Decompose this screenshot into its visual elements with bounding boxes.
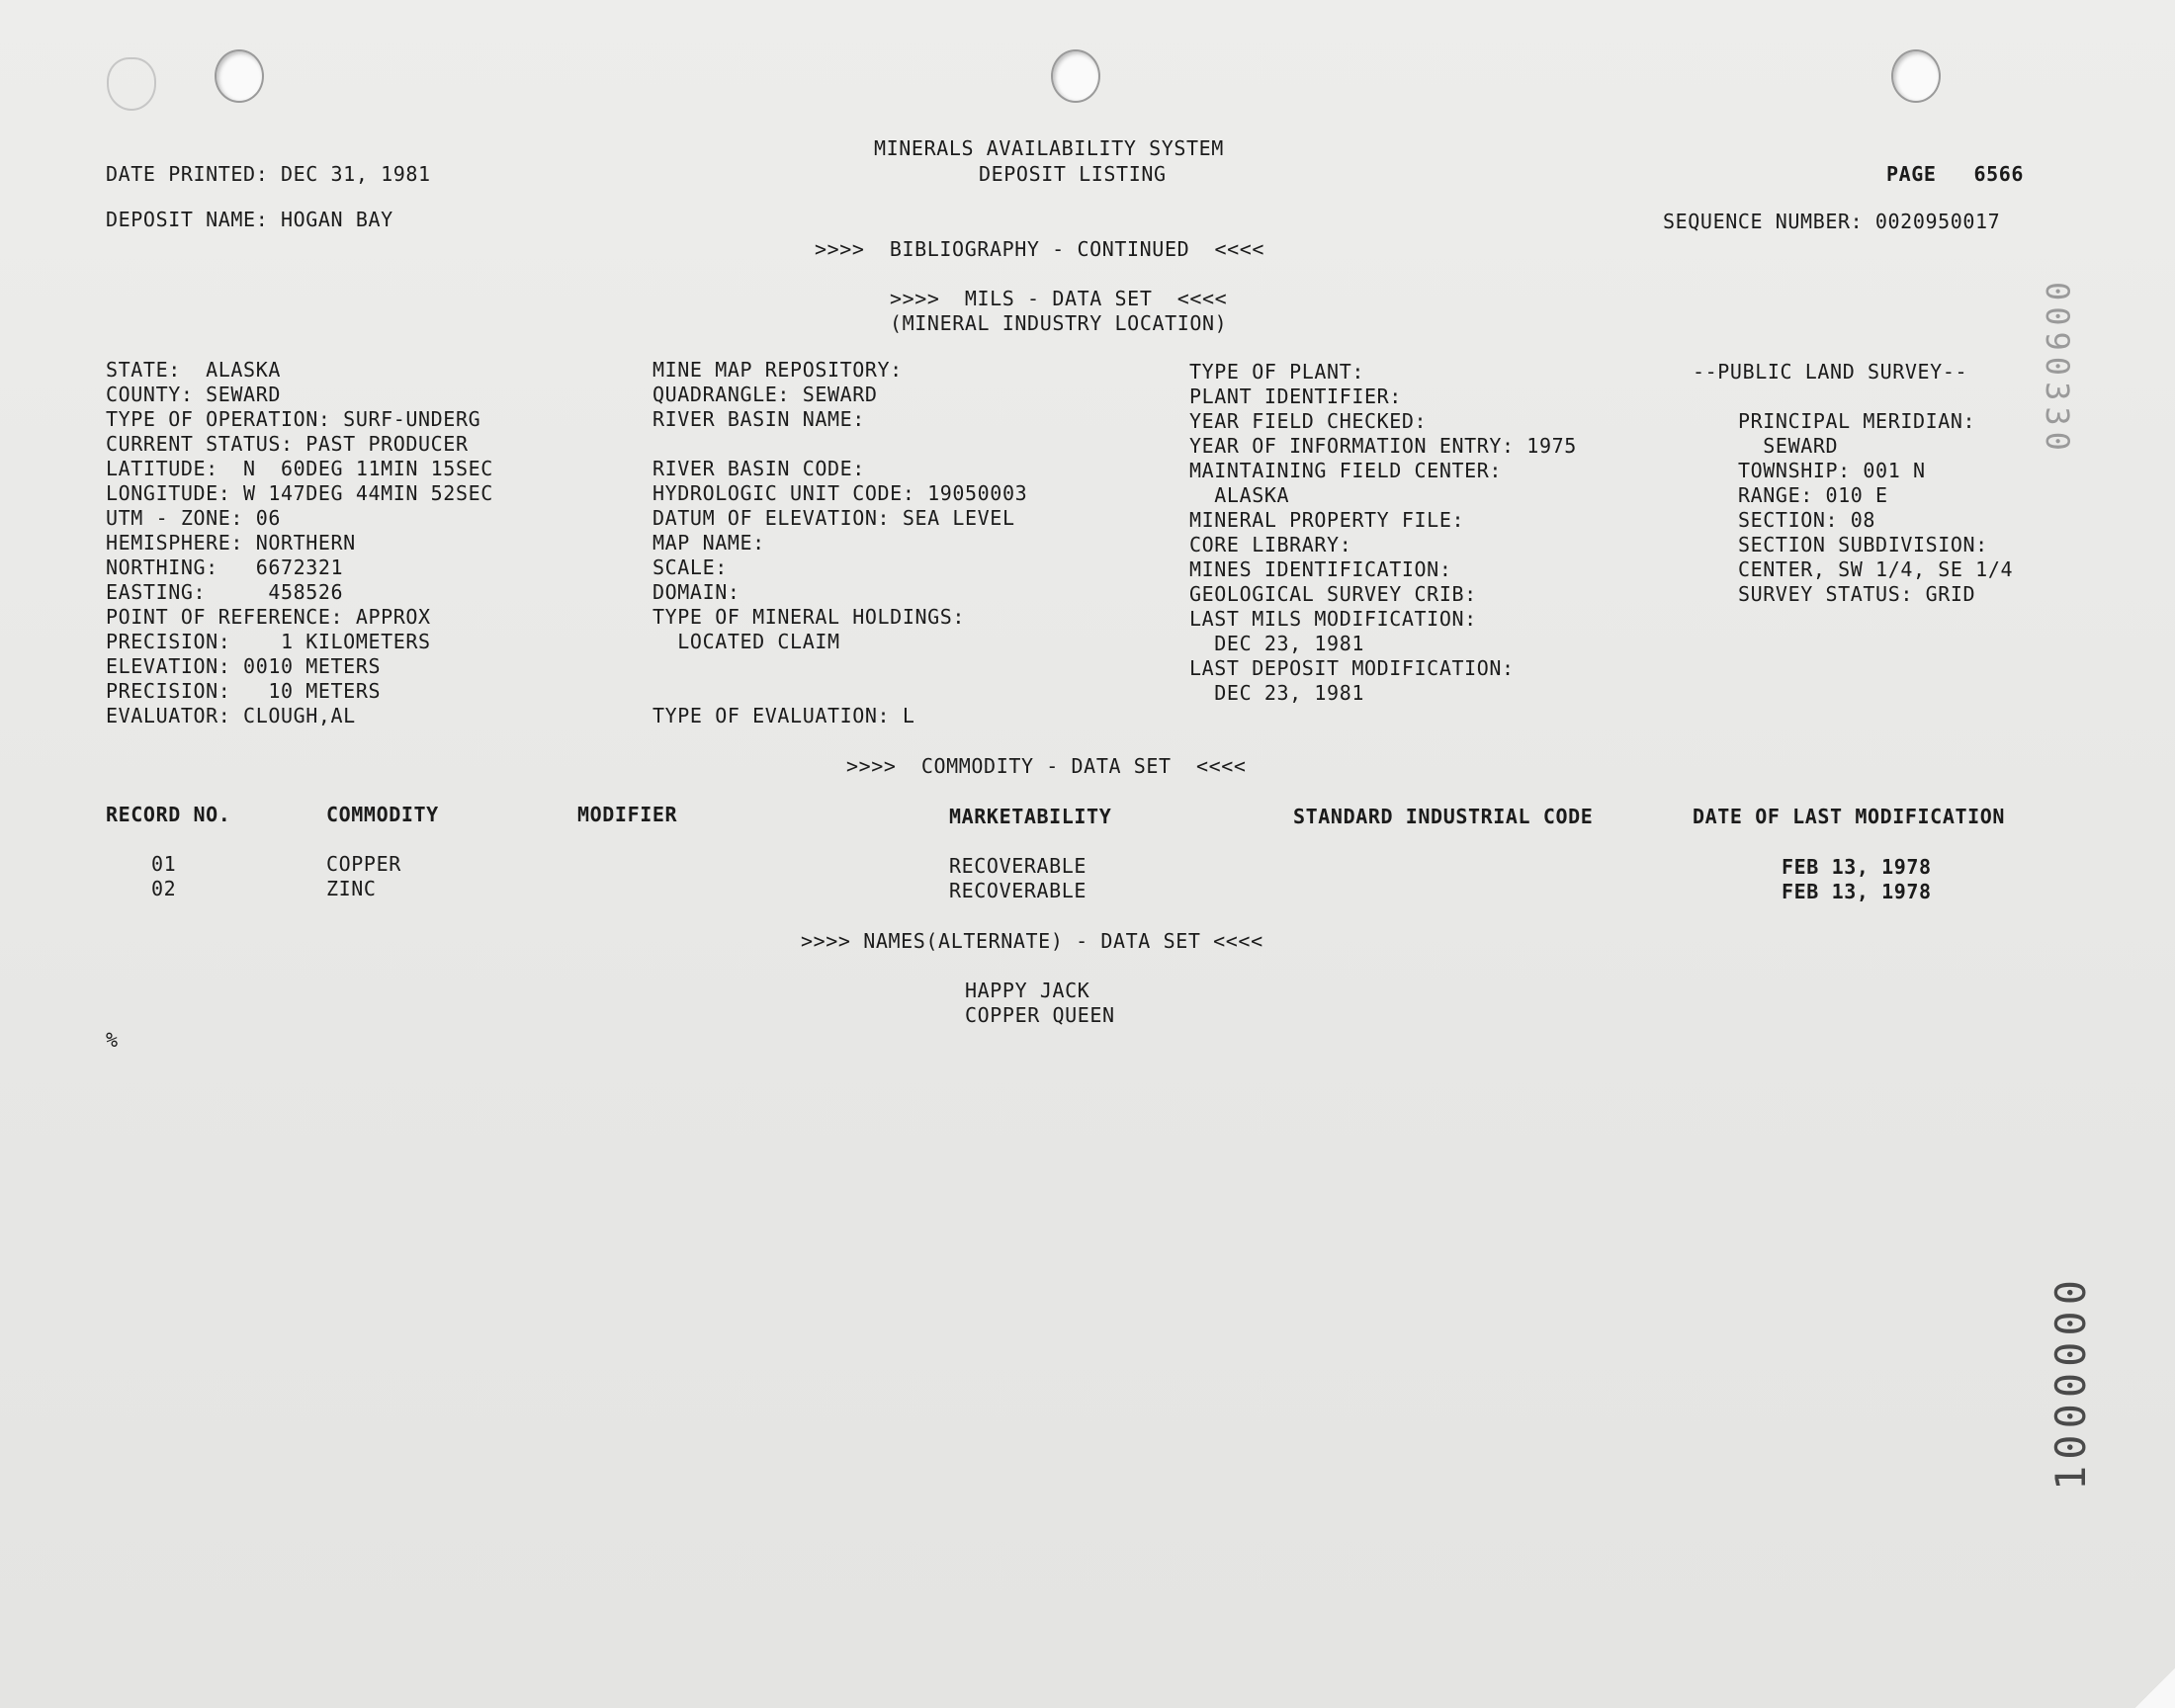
col1-line: UTM - ZONE: 06 [106, 506, 281, 530]
col1-line: TYPE OF OPERATION: SURF-UNDERG [106, 407, 481, 431]
col4-line: SECTION: 08 [1738, 508, 1876, 532]
public-land-survey-heading: --PUBLIC LAND SURVEY-- [1693, 360, 1968, 384]
row2-commodity: ZINC [326, 877, 377, 900]
col2-line: HYDROLOGIC UNIT CODE: 19050003 [652, 481, 1028, 505]
col4-line: RANGE: 010 E [1738, 483, 1888, 507]
col3-line: ALASKA [1189, 483, 1290, 507]
col1-line: STATE: ALASKA [106, 358, 281, 382]
col1-line: CURRENT STATUS: PAST PRODUCER [106, 432, 469, 456]
col3-line: LAST MILS MODIFICATION: [1189, 607, 1477, 631]
col1-line: POINT OF REFERENCE: APPROX [106, 605, 431, 629]
header-date-modified: DATE OF LAST MODIFICATION [1693, 805, 2006, 828]
smudge-mark [107, 57, 156, 111]
mils-heading: >>>> MILS - DATA SET <<<< [890, 287, 1228, 310]
col4-line: SECTION SUBDIVISION: [1738, 533, 1988, 556]
col3-line: MINERAL PROPERTY FILE: [1189, 508, 1465, 532]
col1-line: ELEVATION: 0010 METERS [106, 654, 382, 678]
margin-stamp-bottom: 1000000 [2046, 1273, 2095, 1491]
margin-stamp-top: 0090330 [2039, 282, 2076, 457]
names-heading: >>>> NAMES(ALTERNATE) - DATA SET <<<< [801, 929, 1263, 953]
row1-record: 01 [151, 852, 177, 876]
header-record-no: RECORD NO. [106, 803, 231, 826]
col1-line: EASTING: 458526 [106, 580, 344, 604]
alternate-name-2: COPPER QUEEN [965, 1003, 1115, 1027]
col3-line: DEC 23, 1981 [1189, 681, 1364, 705]
row1-marketability: RECOVERABLE [949, 854, 1088, 878]
col2-line: TYPE OF MINERAL HOLDINGS: [652, 605, 966, 629]
col1-line: PRECISION: 1 KILOMETERS [106, 630, 431, 653]
listing-title: DEPOSIT LISTING [979, 162, 1167, 186]
col2-line: DOMAIN: [652, 580, 740, 604]
col3-line: DEC 23, 1981 [1189, 632, 1364, 655]
col3-line: GEOLOGICAL SURVEY CRIB: [1189, 582, 1477, 606]
deposit-name: DEPOSIT NAME: HOGAN BAY [106, 208, 393, 231]
location-column [106, 358, 493, 728]
col3-line: TYPE OF PLANT: [1189, 360, 1364, 384]
col1-line: LONGITUDE: W 147DEG 44MIN 52SEC [106, 481, 493, 505]
header-modifier: MODIFIER [577, 803, 678, 826]
col3-line: MAINTAINING FIELD CENTER: [1189, 459, 1503, 482]
col4-line: TOWNSHIP: 001 N [1738, 459, 1926, 482]
col2-line: RIVER BASIN CODE: [652, 457, 865, 480]
row2-date: FEB 13, 1978 [1782, 880, 1932, 903]
punch-hole-center [1051, 49, 1100, 103]
col3-line: YEAR OF INFORMATION ENTRY: 1975 [1189, 434, 1577, 458]
col2-line: TYPE OF EVALUATION: L [652, 704, 915, 727]
public-land-survey-column [1738, 409, 2013, 607]
col2-line: MINE MAP REPOSITORY: [652, 358, 903, 382]
col2-line: SCALE: [652, 555, 728, 579]
col3-line: YEAR FIELD CHECKED: [1189, 409, 1428, 433]
row1-commodity: COPPER [326, 852, 401, 876]
col3-line: MINES IDENTIFICATION: [1189, 557, 1452, 581]
col1-line: LATITUDE: N 60DEG 11MIN 15SEC [106, 457, 493, 480]
col4-line: SEWARD [1738, 434, 1839, 458]
commodity-heading: >>>> COMMODITY - DATA SET <<<< [846, 754, 1247, 778]
col3-line: LAST DEPOSIT MODIFICATION: [1189, 656, 1515, 680]
punch-hole-right [1891, 49, 1941, 103]
col4-line: CENTER, SW 1/4, SE 1/4 [1738, 557, 2014, 581]
system-title: MINERALS AVAILABILITY SYSTEM [874, 136, 1224, 160]
col2-line: RIVER BASIN NAME: [652, 407, 865, 431]
page-corner [2135, 1668, 2175, 1708]
col1-line: EVALUATOR: CLOUGH,AL [106, 704, 356, 727]
footer-mark: % [106, 1028, 119, 1052]
header-marketability: MARKETABILITY [949, 805, 1112, 828]
col2-line: QUADRANGLE: SEWARD [652, 383, 878, 406]
sequence-number: SEQUENCE NUMBER: 0020950017 [1663, 210, 2001, 233]
col1-line: NORTHING: 6672321 [106, 555, 344, 579]
mils-subheading: (MINERAL INDUSTRY LOCATION) [890, 311, 1228, 335]
col2-line [652, 679, 1027, 704]
header-commodity: COMMODITY [326, 803, 439, 826]
row2-record: 02 [151, 877, 177, 900]
col4-line: SURVEY STATUS: GRID [1738, 582, 1976, 606]
col1-line: COUNTY: SEWARD [106, 383, 281, 406]
col2-line: DATUM OF ELEVATION: SEA LEVEL [652, 506, 1015, 530]
col1-line: HEMISPHERE: NORTHERN [106, 531, 356, 555]
punch-hole-left [215, 49, 264, 103]
col3-line: CORE LIBRARY: [1189, 533, 1352, 556]
row1-date: FEB 13, 1978 [1782, 855, 1932, 879]
col2-line [652, 654, 1027, 679]
col1-line: PRECISION: 10 METERS [106, 679, 382, 703]
page-number: PAGE 6566 [1886, 162, 2025, 186]
col2-line: MAP NAME: [652, 531, 765, 555]
col4-line: PRINCIPAL MERIDIAN: [1738, 409, 1976, 433]
map-column [652, 358, 1027, 728]
col2-line: LOCATED CLAIM [652, 630, 840, 653]
bibliography-heading: >>>> BIBLIOGRAPHY - CONTINUED <<<< [815, 237, 1265, 261]
row2-marketability: RECOVERABLE [949, 879, 1088, 902]
date-printed: DATE PRINTED: DEC 31, 1981 [106, 162, 431, 186]
header-sic: STANDARD INDUSTRIAL CODE [1293, 805, 1594, 828]
alternate-name-1: HAPPY JACK [965, 979, 1090, 1002]
col2-line [652, 432, 1027, 457]
col3-line: PLANT IDENTIFIER: [1189, 384, 1402, 408]
plant-column [1189, 360, 1577, 706]
